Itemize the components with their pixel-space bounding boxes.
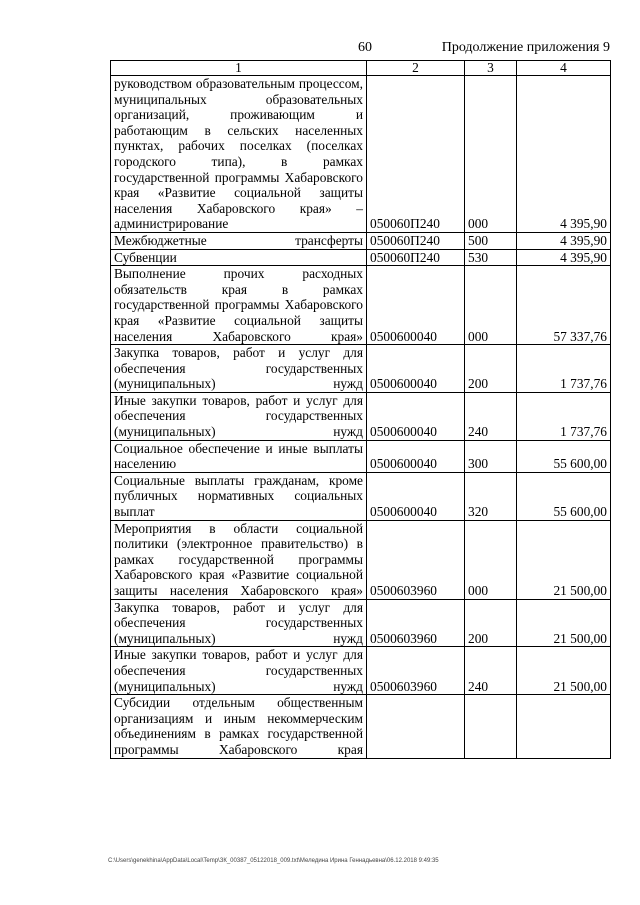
table-row	[111, 392, 611, 440]
table-row	[111, 440, 611, 472]
row-description: Мероприятия в области социальной политики (электронное правительство) в рамках государственной программы Хабаровского края «Развитие социальной защиты населения Хабаровского края»	[111, 520, 367, 599]
row-target-code: 050060П240	[367, 76, 465, 233]
row-target-code: 0500603960	[367, 599, 465, 647]
budget-table	[110, 60, 611, 759]
row-expense-kind: 000	[465, 266, 517, 345]
row-target-code: 0500603960	[367, 647, 465, 695]
table-row	[111, 232, 611, 249]
row-target-code: 0500600040	[367, 472, 465, 520]
row-target-code: 0500600040	[367, 392, 465, 440]
row-description: Субсидии отдельным общественным организациям и иным некоммерческим объединениям в рамках государственной программы Хабаровского края	[111, 695, 367, 758]
table-row	[111, 695, 611, 758]
row-expense-kind: 240	[465, 647, 517, 695]
column-header-2: 2	[367, 61, 465, 76]
row-amount: 55 600,00	[517, 472, 611, 520]
row-expense-kind: 200	[465, 599, 517, 647]
table-row	[111, 520, 611, 599]
table-row	[111, 647, 611, 695]
row-target-code: 0500600040	[367, 266, 465, 345]
row-amount: 21 500,00	[517, 520, 611, 599]
row-amount	[517, 695, 611, 758]
file-path-footer: C:\Users\genekhina\AppData\Local\Temp\ЗК_00387_05122018_009.txt\Меледина Ирина Геннадьевна\06.12.2018 9:49:35	[108, 858, 439, 864]
table-row	[111, 76, 611, 233]
row-amount: 21 500,00	[517, 647, 611, 695]
table-row	[111, 266, 611, 345]
table-row	[111, 599, 611, 647]
row-description: Иные закупки товаров, работ и услуг для обеспечения государственных (муниципальных) нужд	[111, 392, 367, 440]
table-header-row	[111, 61, 611, 76]
table-row	[111, 249, 611, 266]
row-expense-kind: 530	[465, 249, 517, 266]
row-amount: 4 395,90	[517, 76, 611, 233]
row-target-code: 0500600040	[367, 345, 465, 393]
row-amount: 55 600,00	[517, 440, 611, 472]
table-row	[111, 345, 611, 393]
row-expense-kind	[465, 695, 517, 758]
row-expense-kind: 240	[465, 392, 517, 440]
row-expense-kind: 320	[465, 472, 517, 520]
row-description: Социальное обеспечение и иные выплаты населению	[111, 440, 367, 472]
row-expense-kind: 000	[465, 76, 517, 233]
row-target-code: 0500600040	[367, 440, 465, 472]
row-amount: 1 737,76	[517, 345, 611, 393]
row-amount: 57 337,76	[517, 266, 611, 345]
column-header-1: 1	[111, 61, 367, 76]
row-amount: 1 737,76	[517, 392, 611, 440]
row-amount: 21 500,00	[517, 599, 611, 647]
row-target-code	[367, 695, 465, 758]
row-description: Закупка товаров, работ и услуг для обеспечения государственных (муниципальных) нужд	[111, 345, 367, 393]
row-description: Межбюджетные трансферты	[111, 232, 367, 249]
column-header-4: 4	[517, 61, 611, 76]
row-description: Закупка товаров, работ и услуг для обеспечения государственных (муниципальных) нужд	[111, 599, 367, 647]
row-description: руководством образовательным процессом, муниципальных образовательных организаций, проживающим и работающим в сельских населенных пунктах, рабочих поселках (поселках городского типа), в рамках государственной программы Хабаровского края «Развитие социальной защиты населения Хабаровского края» – администрирование	[111, 76, 367, 233]
row-amount: 4 395,90	[517, 232, 611, 249]
row-expense-kind: 500	[465, 232, 517, 249]
table-row	[111, 472, 611, 520]
row-target-code: 050060П240	[367, 232, 465, 249]
row-amount: 4 395,90	[517, 249, 611, 266]
row-expense-kind: 000	[465, 520, 517, 599]
row-description: Выполнение прочих расходных обязательств края в рамках государственной программы Хабаровского края «Развитие социальной защиты населения Хабаровского края»	[111, 266, 367, 345]
row-target-code: 050060П240	[367, 249, 465, 266]
row-description: Субвенции	[111, 249, 367, 266]
row-description: Социальные выплаты гражданам, кроме публичных нормативных социальных выплат	[111, 472, 367, 520]
page-number: 60	[358, 40, 372, 55]
row-description: Иные закупки товаров, работ и услуг для обеспечения государственных (муниципальных) нужд	[111, 647, 367, 695]
row-expense-kind: 300	[465, 440, 517, 472]
row-target-code: 0500603960	[367, 520, 465, 599]
row-expense-kind: 200	[465, 345, 517, 393]
column-header-3: 3	[465, 61, 517, 76]
continuation-label: Продолжение приложения 9	[441, 40, 610, 55]
